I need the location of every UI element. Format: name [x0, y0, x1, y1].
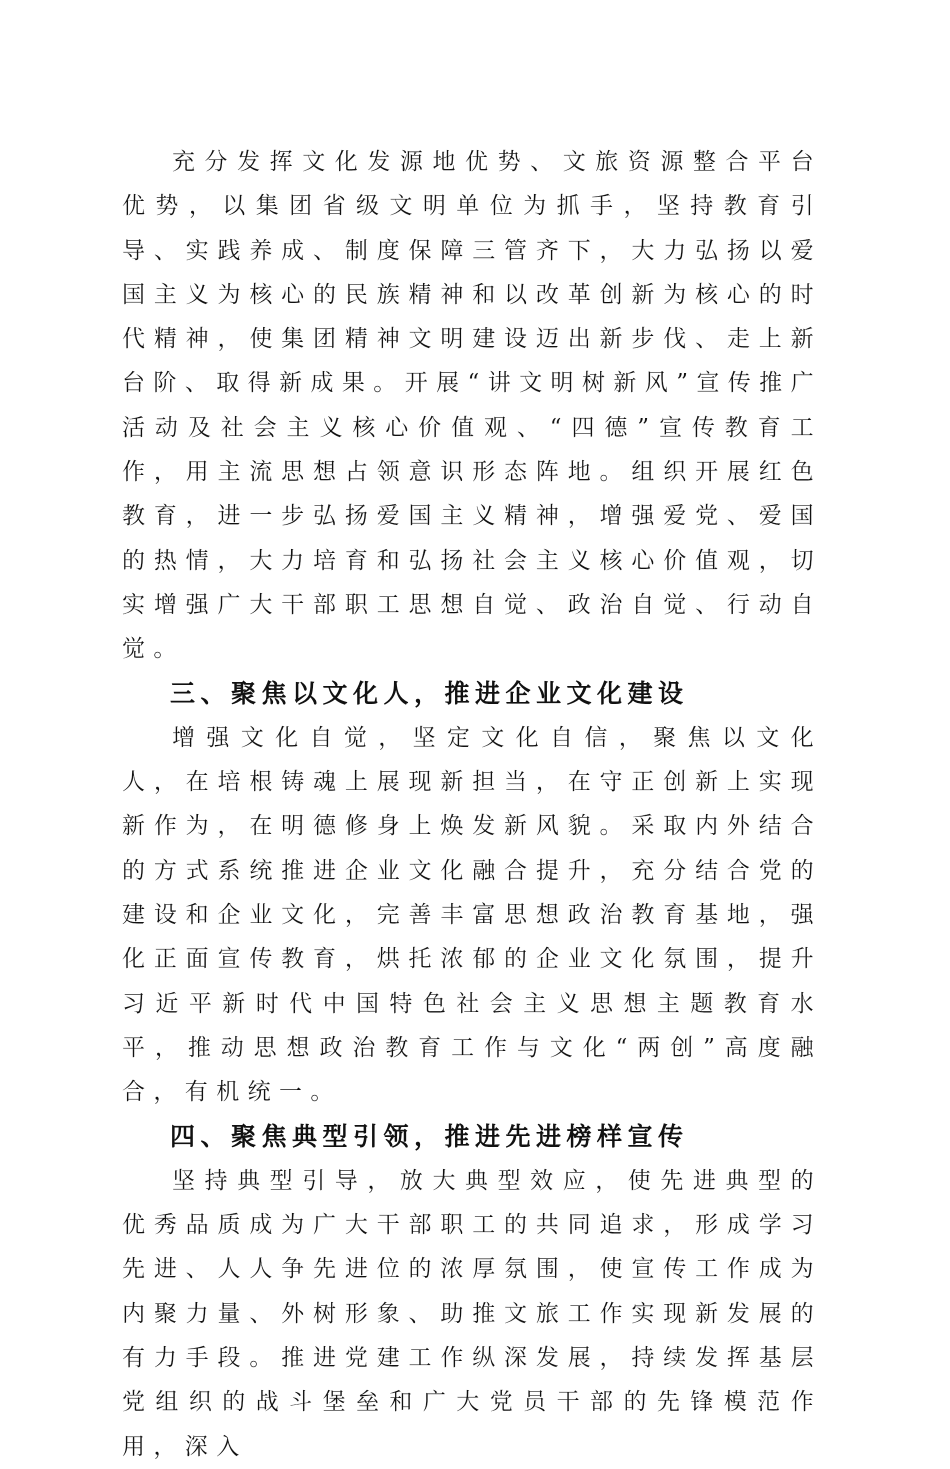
- paragraph-spiritual-civilization: 充分发挥文化发源地优势、文旅资源整合平台优势，以集团省级文明单位为抓手，坚持教育引导、实践养成、制度保障三管齐下，大力弘扬以爱国主义为核心的民族精神和以改革创新为核心的时代精神，使集团精神文明建设迈出新步伐、走上新台阶、取得新成果。开展“讲文明树新风”宣传推广活动及社会主义核心价值观、“四德”宣传教育工作，用主流思想占领意识形态阵地。组织开展红色教育，进一步弘扬爱国主义精神，增强爱党、爱国的热情，大力培育和弘扬社会主义核心价值观，切实增强广大干部职工思想自觉、政治自觉、行动自觉。: [122, 149, 822, 663]
- paragraph-corporate-culture: 增强文化自觉，坚定文化自信，聚焦以文化人，在培根铸魂上展现新担当，在守正创新上实现新作为，在明德修身上焕发新风貌。采取内外结合的方式系统推进企业文化融合提升，充分结合党的建设和企业文化，完善丰富思想政治教育基地，强化正面宣传教育，烘托浓郁的企业文化氛围，提升习近平新时代中国特色社会主义思想主题教育水平，推动思想政治教育工作与文化“两创”高度融合，有机统一。: [122, 724, 822, 1106]
- section-heading-3-corporate-culture: 三、聚焦以文化人，推进企业文化建设: [170, 678, 689, 708]
- section-heading-4-role-models: 四、聚焦典型引领，推进先进榜样宣传: [170, 1121, 689, 1151]
- paragraph-role-models: 坚持典型引导，放大典型效应，使先进典型的优秀品质成为广大干部职工的共同追求，形成学习先进、人人争先进位的浓厚氛围，使宣传工作成为内聚力量、外树形象、助推文旅工作实现新发展的有力手段。推进党建工作纵深发展，持续发挥基层党组织的战斗堡垒和广大党员干部的先锋模范作用，深入: [122, 1167, 822, 1460]
- document-page: [122, 140, 822, 1469]
